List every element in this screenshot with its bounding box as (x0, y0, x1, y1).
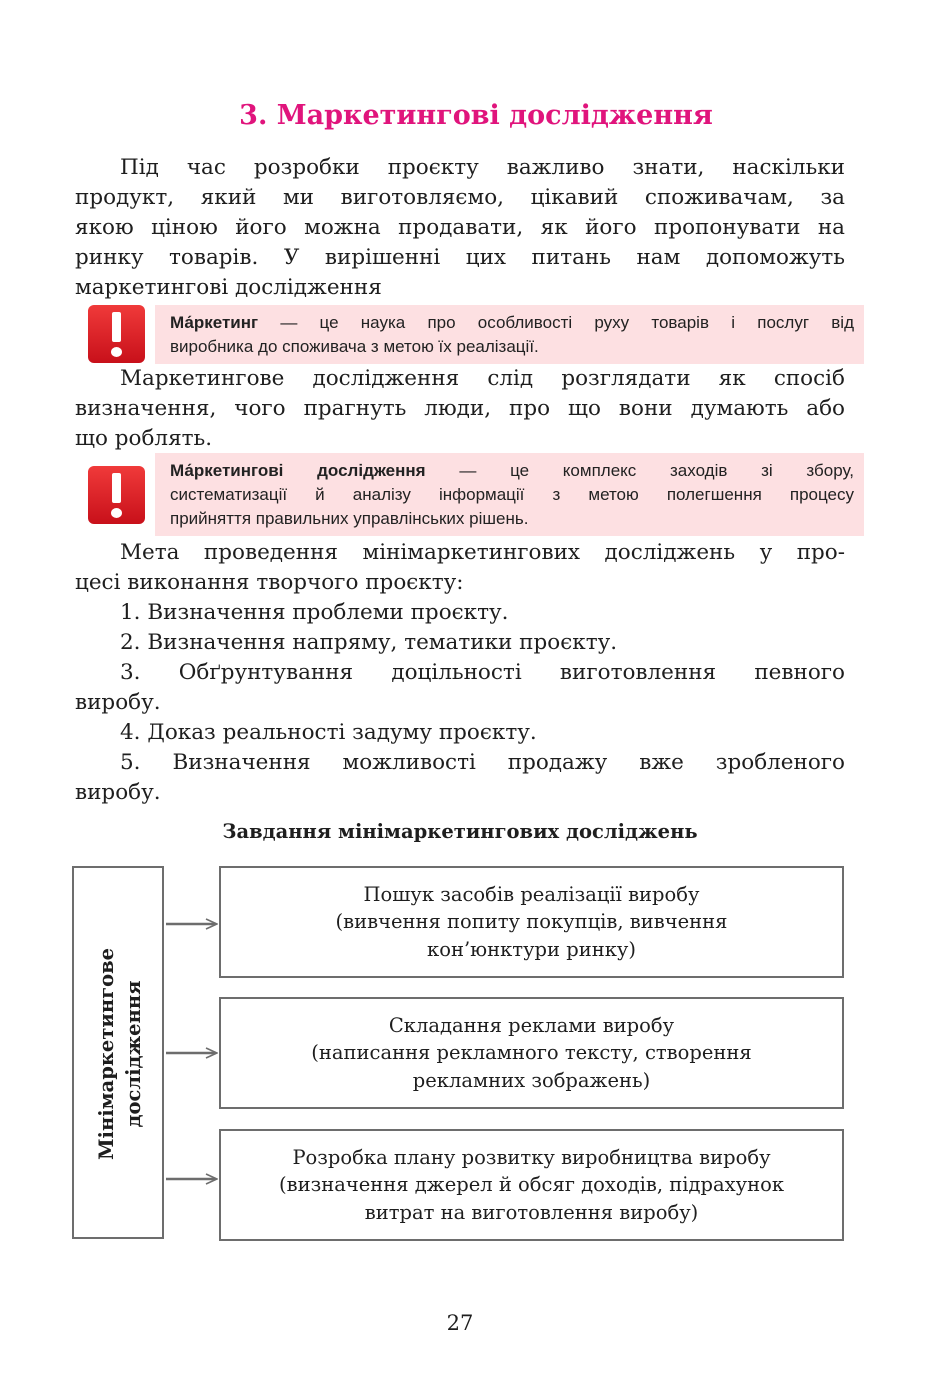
list-item-text: виробу. (75, 690, 161, 715)
text-line: що роблять. (75, 426, 213, 451)
text-line: якою ціною його можна продавати, як його пропонувати на (75, 215, 845, 240)
definition-text: виробника до споживача з метою їх реалізації. (170, 337, 539, 356)
definition-box-marketing (155, 305, 864, 364)
arrow-right-icon (166, 1173, 218, 1185)
list-item-text: 1. Визначення проблеми проєкту. (120, 600, 509, 625)
list-item-text: 2. Визначення напряму, тематики проєкту. (120, 630, 618, 655)
side-label (93, 948, 147, 1160)
side-label-line: дослідження (122, 980, 145, 1128)
text-line: Маркетингове дослідження слід розглядати як спосіб (120, 366, 845, 391)
diagram-title: Завдання мінімаркетингових досліджень (222, 820, 698, 843)
intro-paragraph (75, 153, 845, 303)
text-line: маркетингові дослідження (75, 275, 382, 300)
list-item (75, 598, 845, 628)
warning-exclamation-icon (88, 466, 145, 524)
box-line: витрат на виготовлення виробу) (364, 1200, 699, 1224)
box-line: кон’юнктури ринку) (427, 937, 636, 961)
box-line: (визначення джерел й обсяг доходів, підрахунок (278, 1173, 785, 1197)
definition-box-marketing-research (155, 453, 864, 536)
text-line: цесі виконання творчого проєкту: (75, 570, 464, 595)
definition-text: — це комплекс заходів зі збору, (425, 461, 854, 480)
paragraph-3 (75, 538, 845, 598)
arrow-right-icon (166, 1047, 218, 1059)
definition-text: прийняття правильних управлінських рішень. (170, 509, 529, 528)
definition-text: — це наука про особливості руху товарів і послуг від (258, 313, 854, 332)
list-item-text: 4. Доказ реальності задуму проєкту. (120, 720, 537, 745)
arrow-right-icon (166, 918, 218, 930)
warning-exclamation-icon (88, 305, 145, 363)
paragraph-2 (75, 364, 845, 454)
text-line: продукт, який ми виготовляємо, цікавий споживачам, за (75, 185, 845, 210)
box-line: (вивчення попиту покупців, вивчення (335, 910, 728, 934)
list-item-text: 3. Обґрунтування доцільності виготовлення певного (120, 660, 845, 685)
list-item (75, 748, 845, 808)
box-line: Складання реклами виробу (388, 1013, 675, 1037)
page-number: 27 (446, 1311, 474, 1335)
text-line: Під час розробки проєкту важливо знати, наскільки (120, 155, 845, 180)
side-label-line: Мінімаркетингове (95, 947, 118, 1161)
list-item-text: виробу. (75, 780, 161, 805)
page-title: 3. Маркетингові дослідження (239, 100, 713, 131)
list-item-text: 5. Визначення можливості продажу вже зробленого (120, 750, 845, 775)
definition-text: систематизації й аналізу інформації з метою полегшення процесу (170, 485, 854, 504)
diagram-box-sales-means (219, 866, 844, 978)
text-line: ринку товарів. У вирішенні цих питань нам допоможуть (75, 245, 845, 270)
definition-term: Ма́ркетингові дослідження (170, 461, 426, 480)
diagram-box-advertising (219, 997, 844, 1109)
text-line: Мета проведення мінімаркетингових досліджень у про- (120, 540, 845, 565)
diagram-side-box (72, 866, 164, 1239)
box-line: рекламних зображень) (412, 1068, 651, 1092)
box-line: Розробка плану розвитку виробництва виробу (292, 1145, 771, 1169)
list-item (75, 658, 845, 718)
list-item (75, 718, 845, 748)
box-line: Пошук засобів реалізації виробу (363, 882, 700, 906)
list-item (75, 628, 845, 658)
box-line: (написання рекламного тексту, створення (311, 1041, 752, 1065)
text-line: визначення, чого прагнуть люди, про що вони думають або (75, 396, 845, 421)
definition-term: Ма́ркетинг (170, 313, 259, 332)
diagram-box-production-plan (219, 1129, 844, 1241)
